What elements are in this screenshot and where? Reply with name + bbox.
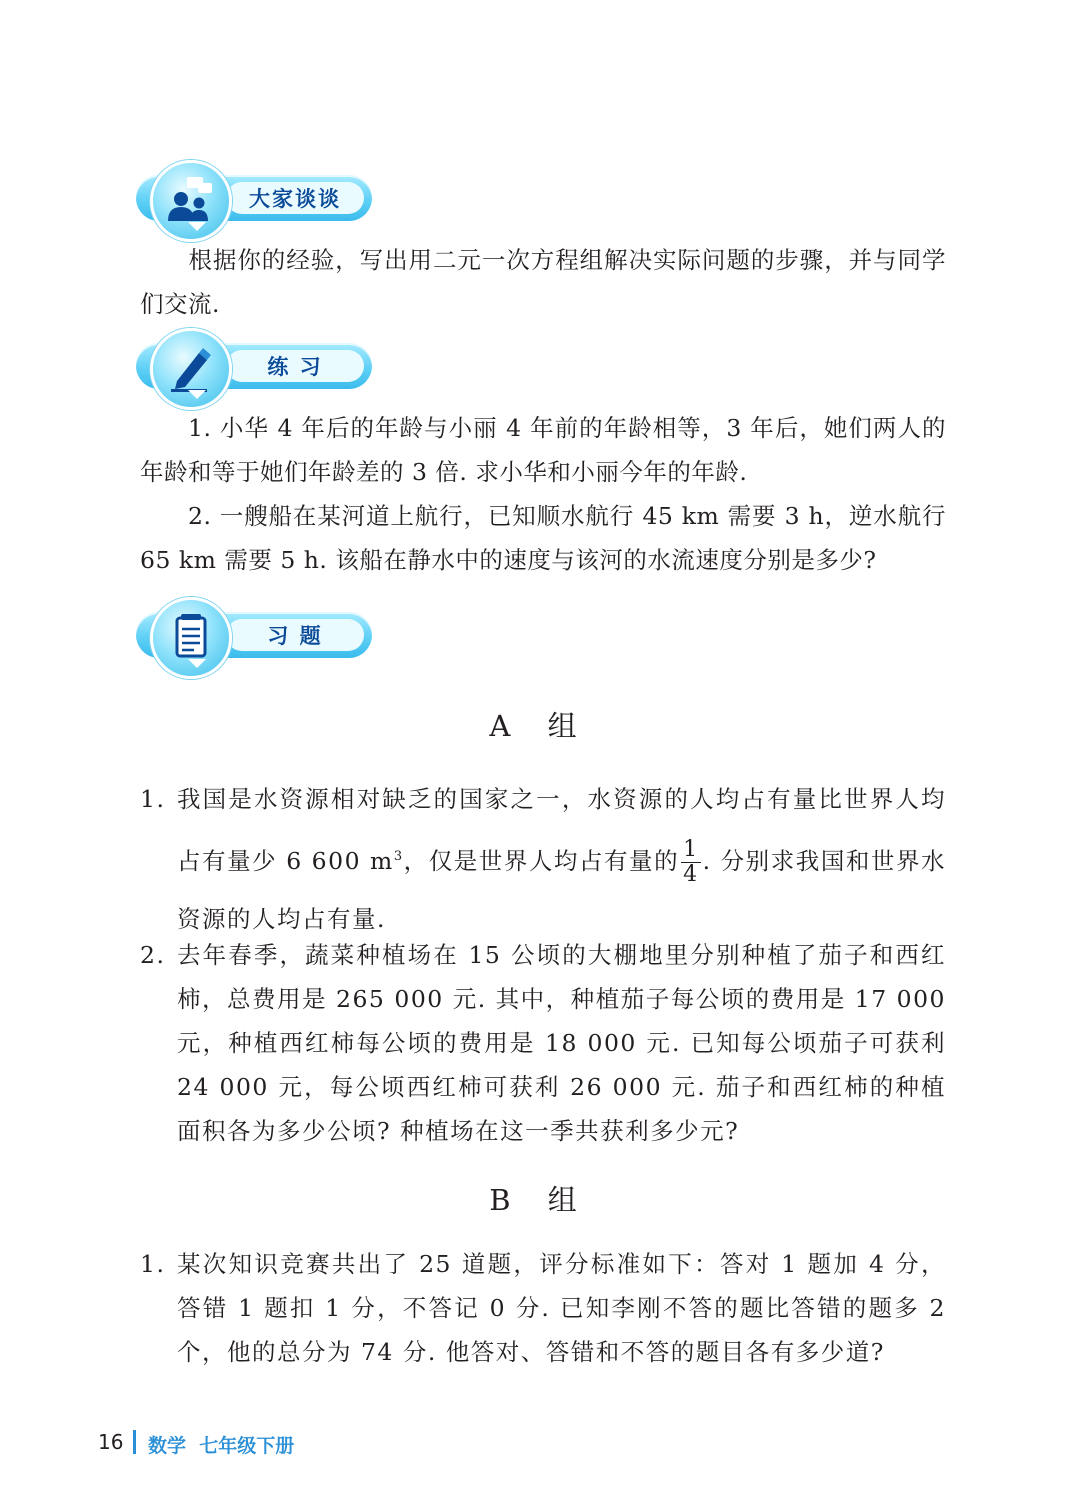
group-a-title: A 组: [489, 709, 591, 743]
question-number: 1.: [140, 785, 166, 813]
question-number: 1.: [140, 1250, 166, 1278]
practice-badge-label: 练 习: [267, 355, 323, 379]
exercises-badge-label: 习 题: [267, 624, 323, 648]
book-title: 数学 七年级下册: [148, 1435, 295, 1457]
practice-item-1: 1. 小华 4 年后的年龄与小丽 4 年前的年龄相等，3 年后，她们两人的年龄和等于她们年龄差的 3 倍. 求小华和小丽今年的年龄.: [140, 414, 946, 486]
group-a-question-1: 1. 我国是水资源相对缺乏的国家之一，水资源的人均占有量比世界人均占有量少 6 600 $m^3$，仅是世界人均占有量的 $\frac{1}{4}$ . 分别求我国和世界水资源的人均占有量.: [140, 770, 946, 948]
practice-item-2: 2. 一艘船在某河道上航行，已知顺水航行 45 km 需要 3 h，逆水航行 65 km 需要 5 h. 该船在静水中的速度与该河的水流速度分别是多少?: [140, 502, 946, 574]
group-b-question-1: 1. 某次知识竞赛共出了 25 道题，评分标准如下：答对 1 题加 4 分，答错 1 题扣 1 分，不答记 0 分. 已知李刚不答的题比答错的题多 2 个，他的总分为 74 分. 他答对、答错和不答的题目各有多少道?: [140, 1242, 946, 1374]
discuss-paragraph: 根据你的经验，写出用二元一次方程组解决实际问题的步骤，并与同学们交流.: [140, 246, 946, 318]
page-number: 16: [98, 1430, 124, 1454]
discuss-badge-label: 大家谈谈: [249, 187, 341, 211]
fraction: $\frac{1}{4}$: [683, 836, 699, 887]
group-b-title: B 组: [489, 1183, 591, 1217]
question-number: 2.: [140, 941, 166, 969]
footer-divider: [133, 1430, 136, 1454]
group-a-question-2: 2. 去年春季，蔬菜种植场在 15 公顷的大棚地里分别种植了茄子和西红柿，总费用是 265 000 元. 其中，种植茄子每公顷的费用是 17 000 元，种植西红柿每公顷的费用是 18 000 元. 已知每公顷茄子可获利 24 000 元，每公顷西红柿可获利 26 000 元. 茄子和西红柿的种植面积各为多少公顷? 种植场在这一季共获利多少元?: [140, 933, 946, 1153]
